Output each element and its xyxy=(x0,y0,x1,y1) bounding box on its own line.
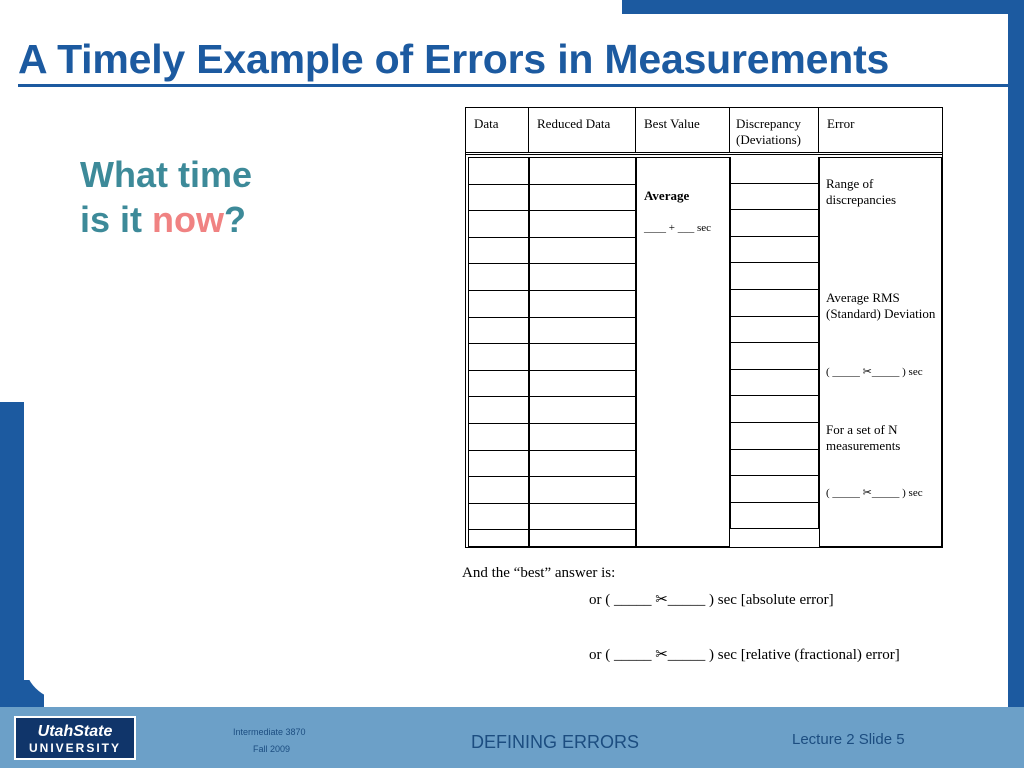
table-cell xyxy=(731,396,818,423)
table-cell xyxy=(731,317,818,344)
error-rms-formula: ( _____ ✂_____ ) sec xyxy=(826,366,923,378)
table-cell xyxy=(469,477,528,504)
best-value-average: Average xyxy=(644,188,690,203)
table-cell xyxy=(530,424,635,451)
table-cell xyxy=(530,397,635,424)
table-cell xyxy=(469,344,528,371)
logo-line-2: UNIVERSITY xyxy=(28,741,121,755)
error-table xyxy=(465,107,943,548)
reduced-data-column xyxy=(529,157,636,547)
answer-relative-error: or ( _____ ✂_____ ) sec [relative (fractional) error] xyxy=(589,647,900,663)
header-reduced-data: Reduced Data xyxy=(537,116,611,131)
header-best-value: Best Value xyxy=(644,116,700,131)
answer-absolute-error: or ( _____ ✂_____ ) sec [absolute error] xyxy=(589,592,834,608)
table-cell xyxy=(530,158,635,185)
discrepancy-column xyxy=(730,157,819,529)
table-cell xyxy=(469,185,528,212)
table-cell xyxy=(731,476,818,503)
answer-intro: And the “best” answer is: xyxy=(462,565,616,581)
error-rms-note: Average RMS (Standard) Deviation xyxy=(826,290,936,321)
best-value-column xyxy=(636,157,730,547)
table-cell xyxy=(469,424,528,451)
logo-line-1: UtahState xyxy=(37,723,113,740)
table-cell xyxy=(469,211,528,238)
table-cell xyxy=(469,451,528,478)
header-double-rule xyxy=(466,152,942,155)
term-label: Fall 2009 xyxy=(253,744,291,754)
table-cell xyxy=(731,290,818,317)
table-cell xyxy=(731,210,818,237)
table-cell xyxy=(530,211,635,238)
table-cell xyxy=(469,371,528,398)
table-cell xyxy=(731,343,818,370)
table-cell xyxy=(530,344,635,371)
question-line-2: is it xyxy=(80,199,153,240)
right-accent-bar xyxy=(1008,0,1024,712)
table-cell xyxy=(530,185,635,212)
title-underline xyxy=(18,84,1008,87)
table-cell xyxy=(530,451,635,478)
header-data: Data xyxy=(474,116,499,131)
data-column xyxy=(468,157,529,547)
lecture-slide-number: Lecture 2 Slide 5 xyxy=(792,731,905,748)
table-cell xyxy=(731,450,818,477)
top-accent-bar xyxy=(622,0,1024,14)
table-cell xyxy=(469,318,528,345)
error-range-note: Range of discrepancies xyxy=(826,176,897,207)
error-column xyxy=(819,157,942,547)
footer-section-title: DEFINING ERRORS xyxy=(471,732,640,752)
question-now-word: now xyxy=(152,199,225,240)
table-cell xyxy=(731,184,818,211)
table-cell xyxy=(530,371,635,398)
table-cell xyxy=(530,318,635,345)
table-cell xyxy=(530,504,635,531)
table-cell xyxy=(469,238,528,265)
table-cell xyxy=(731,370,818,397)
table-cell xyxy=(731,423,818,450)
question-mark: ? xyxy=(224,199,247,240)
table-cell xyxy=(530,238,635,265)
error-set-n-note: For a set of N measurements xyxy=(826,422,901,453)
table-cell xyxy=(469,158,528,185)
header-discrepancy: Discrepancy (Deviations) xyxy=(736,116,801,147)
course-label: Intermediate 3870 xyxy=(233,727,306,737)
header-error: Error xyxy=(827,116,855,131)
best-value-formula: ____ + ___ sec xyxy=(644,222,711,234)
left-accent-bar xyxy=(0,402,24,712)
left-corner-curve xyxy=(24,660,64,700)
table-cell xyxy=(469,504,528,531)
question-text xyxy=(80,152,252,242)
table-cell xyxy=(469,397,528,424)
slide-title: A Timely Example of Errors in Measurements xyxy=(18,36,890,82)
question-line-1: What time xyxy=(80,154,253,195)
university-logo xyxy=(14,716,136,760)
table-cell xyxy=(469,264,528,291)
table-cell xyxy=(530,291,635,318)
table-cell xyxy=(469,291,528,318)
table-cell xyxy=(731,263,818,290)
table-cell xyxy=(530,264,635,291)
table-cell xyxy=(731,157,818,184)
table-cell xyxy=(530,477,635,504)
error-set-n-formula: ( _____ ✂_____ ) sec xyxy=(826,487,923,499)
table-cell xyxy=(731,237,818,264)
